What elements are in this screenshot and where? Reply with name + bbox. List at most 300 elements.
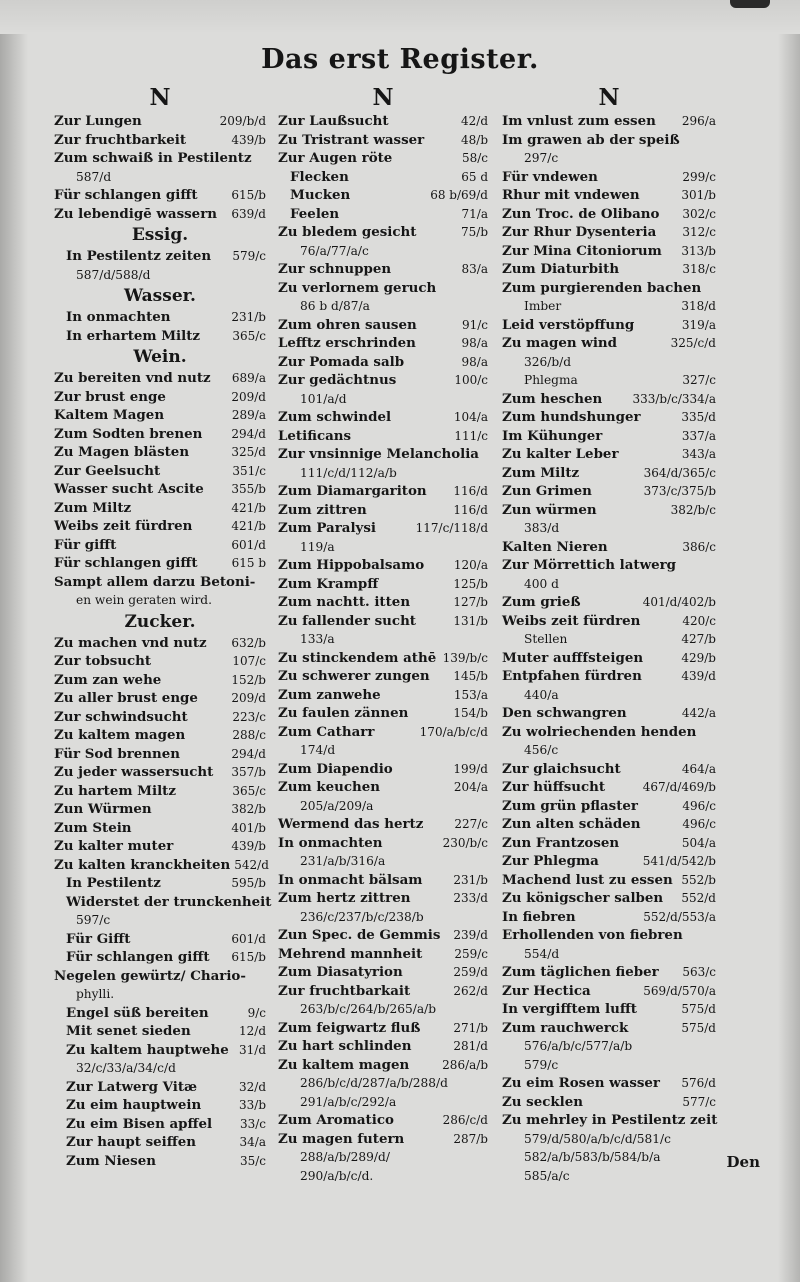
entry-page-reference: 227/c xyxy=(454,817,488,831)
entry-page-reference: 421/b xyxy=(231,519,266,533)
entry-term: Zur Pomada salb xyxy=(278,353,405,370)
index-entry xyxy=(278,815,488,834)
entry-page-reference: 569/d/570/a xyxy=(643,983,716,998)
entry-page-reference: 401/b xyxy=(231,820,266,835)
entry-term: Machend lust zu essen xyxy=(502,871,673,888)
entry-term: Zu kalten kranckheiten xyxy=(54,856,231,873)
index-entry xyxy=(278,519,488,538)
index-entry xyxy=(278,963,488,982)
index-entry xyxy=(278,112,488,131)
entry-page-reference: 552/d xyxy=(681,891,716,905)
index-entry xyxy=(502,778,716,797)
entry-term: Phlegma xyxy=(524,373,578,387)
page-corner-mark xyxy=(730,0,770,8)
entry-term: 174/d xyxy=(300,743,336,757)
index-entry xyxy=(278,741,488,760)
entry-term: Zum Catharr xyxy=(278,723,375,740)
entry-term: Zur vnsinnige Melancholia xyxy=(278,446,479,462)
entry-page-reference: 75/b xyxy=(461,225,488,239)
index-entry xyxy=(502,1111,716,1130)
entry-page-reference: 386/c xyxy=(682,539,716,554)
entry-term: Zu secklen xyxy=(502,1093,584,1110)
entry-term: Zur gedächtnus xyxy=(278,372,397,388)
entry-term: Zum grün pflaster xyxy=(502,797,638,814)
index-entry xyxy=(502,889,716,908)
index-entry xyxy=(54,671,266,690)
index-entry xyxy=(502,1167,716,1186)
entry-term: Für schlangen gifft xyxy=(66,949,210,965)
entry-term: Zu kalter Leber xyxy=(502,446,619,462)
index-entry xyxy=(502,334,716,353)
entry-term: Zum rauchwerck xyxy=(502,1019,629,1036)
entry-term: 587/d/588/d xyxy=(76,267,151,282)
index-entry xyxy=(278,834,488,853)
index-entry xyxy=(502,408,716,427)
entry-term: Mit senet sieden xyxy=(66,1023,191,1039)
entry-term: Zun Würmen xyxy=(54,801,152,817)
entry-page-reference: 65 d xyxy=(461,169,488,184)
entry-page-reference: 145/b xyxy=(453,669,488,683)
entry-term: Zum schwindel xyxy=(278,409,392,425)
entry-term: 119/a xyxy=(300,539,335,554)
entry-page-reference: 365/c xyxy=(232,328,266,343)
entry-term: 597/c xyxy=(76,913,111,927)
index-entry xyxy=(278,926,488,945)
entry-page-reference: 575/d xyxy=(681,1020,716,1035)
index-entry xyxy=(502,612,716,631)
entry-term: Zur Augen röte xyxy=(278,150,393,166)
entry-page-reference: 153/a xyxy=(453,687,488,702)
index-entry xyxy=(54,425,266,444)
index-entry xyxy=(54,186,266,205)
index-column-1 xyxy=(54,84,272,1170)
entry-page-reference: 125/b xyxy=(453,576,488,591)
entry-page-reference: 325/d xyxy=(231,445,266,459)
index-entry xyxy=(278,593,488,612)
entry-term: 231/a/b/316/a xyxy=(300,854,386,868)
index-entry xyxy=(278,297,488,316)
index-entry xyxy=(502,445,716,464)
entry-term: Zum hundshunger xyxy=(502,409,641,425)
entry-term: Mucken xyxy=(290,187,351,203)
entry-term: Zum Paralysi xyxy=(278,520,376,536)
index-entry xyxy=(54,985,266,1004)
entry-page-reference: 281/d xyxy=(453,1039,488,1053)
index-entry xyxy=(278,427,488,446)
entry-term: Zu machen vnd nutz xyxy=(54,634,207,651)
index-entry xyxy=(278,649,488,668)
index-entry xyxy=(54,168,266,187)
entry-term: 585/a/c xyxy=(524,1168,570,1183)
entry-term: 456/c xyxy=(524,743,559,757)
entry-page-reference: 33/c xyxy=(239,1116,266,1131)
index-entry xyxy=(278,1074,488,1093)
index-entry xyxy=(502,1093,716,1112)
entry-term: Widerstet der trunckenheit xyxy=(66,893,272,910)
entry-page-reference: 294/d xyxy=(231,426,266,441)
index-entry xyxy=(278,1037,488,1056)
entry-term: 263/b/c/264/b/265/a/b xyxy=(300,1002,437,1016)
entry-page-reference: 9/c xyxy=(247,1005,266,1020)
index-entry xyxy=(278,797,488,816)
index-entry xyxy=(278,353,488,372)
entry-page-reference: 286/c/d xyxy=(442,1113,488,1127)
entry-term: Zur Hectica xyxy=(502,982,591,999)
index-entry xyxy=(278,704,488,723)
entry-term: 326/b/d xyxy=(524,354,572,369)
entry-page-reference: 209/b/d xyxy=(219,114,266,128)
entry-page-reference: 107/c xyxy=(232,654,266,668)
entry-term: Für Sod brennen xyxy=(54,745,181,762)
entry-term: Zum zanwehe xyxy=(278,686,381,703)
entry-term: Zun alten schäden xyxy=(502,816,641,832)
index-column-3 xyxy=(502,84,716,1185)
index-entry xyxy=(278,778,488,797)
index-entry xyxy=(278,852,488,871)
index-entry xyxy=(502,186,716,205)
entry-page-reference: 325/c/d xyxy=(670,336,716,350)
entry-page-reference: 429/b xyxy=(681,650,716,665)
entry-term: 111/c/d/112/a/b xyxy=(300,465,397,480)
index-entry xyxy=(54,462,266,481)
index-entry xyxy=(54,266,266,285)
entry-term: Zur schwindsucht xyxy=(54,708,188,725)
entry-term: Zur glaichsucht xyxy=(502,760,621,777)
entry-term: Muter aufffsteigen xyxy=(502,649,644,666)
entry-page-reference: 601/d xyxy=(231,931,266,946)
entry-page-reference: 259/d xyxy=(453,965,488,979)
index-entry xyxy=(278,131,488,150)
entry-page-reference: 318/c xyxy=(682,262,716,276)
entry-term: Zu magen wind xyxy=(502,335,618,351)
entry-term: Zur brust enge xyxy=(54,388,166,405)
index-entry xyxy=(502,242,716,261)
entry-page-reference: 327/c xyxy=(682,373,716,387)
entry-page-reference: 294/d xyxy=(231,746,266,761)
entry-page-reference: 139/b/c xyxy=(442,650,488,665)
entry-term: Zu lebendigē wassern xyxy=(54,205,217,222)
index-entry xyxy=(54,591,266,610)
entry-page-reference: 575/d xyxy=(681,1002,716,1016)
index-entry xyxy=(54,782,266,801)
index-entry xyxy=(502,575,716,594)
entry-term: Zun würmen xyxy=(502,501,597,518)
entry-term: Zur haupt seiffen xyxy=(66,1134,196,1150)
entry-page-reference: 287/b xyxy=(453,1131,488,1146)
index-entry xyxy=(278,186,488,205)
entry-page-reference: 286/a/b xyxy=(442,1057,488,1072)
entry-page-reference: 127/b xyxy=(453,595,488,609)
index-entry xyxy=(278,556,488,575)
index-entry xyxy=(502,1130,716,1149)
entry-term: 291/a/b/c/292/a xyxy=(300,1094,397,1109)
entry-page-reference: 542/d xyxy=(234,857,269,872)
index-entry xyxy=(54,1078,266,1097)
entry-page-reference: 382/b/c xyxy=(670,502,716,517)
entry-term: Kalten Nieren xyxy=(502,538,608,555)
entry-page-reference: 231/b xyxy=(453,872,488,887)
index-entry xyxy=(54,149,266,168)
index-entry xyxy=(502,279,716,298)
index-entry xyxy=(502,519,716,538)
entry-term: Zum Diapendio xyxy=(278,760,393,777)
entry-page-reference: 152/b xyxy=(231,672,266,687)
index-entry xyxy=(502,1056,716,1075)
index-entry xyxy=(54,1115,266,1134)
entry-page-reference: 262/d xyxy=(453,983,488,998)
entry-page-reference: 442/a xyxy=(681,706,716,720)
entry-term: Für schlangen gifft xyxy=(54,555,198,571)
entry-term: Kaltem Magen xyxy=(54,407,165,423)
index-entry xyxy=(54,1022,266,1041)
index-entry xyxy=(278,686,488,705)
index-entry xyxy=(278,630,488,649)
index-entry xyxy=(502,815,716,834)
entry-term: Zum Aromatico xyxy=(278,1112,394,1128)
index-entry xyxy=(54,112,266,131)
section-heading: Essig. xyxy=(131,225,189,245)
entry-term: Negelen gewürtz/ Chario- xyxy=(54,967,246,984)
entry-term: Zum Stein xyxy=(54,819,132,836)
entry-page-reference: 577/c xyxy=(682,1094,716,1109)
entry-term: Zur Lungen xyxy=(54,113,142,129)
entry-page-reference: 318/d xyxy=(681,299,716,313)
index-entry xyxy=(278,612,488,631)
entry-term: 76/a/77/a/c xyxy=(300,243,369,258)
entry-term: Leid verstöpffung xyxy=(502,316,635,333)
entry-term: Zur Phlegma xyxy=(502,853,599,869)
catchword: Den xyxy=(726,1153,760,1171)
entry-term: 133/a xyxy=(300,632,335,646)
entry-page-reference: 639/d xyxy=(231,206,266,221)
entry-page-reference: 231/b xyxy=(231,310,266,324)
entry-term: Zur tobsucht xyxy=(54,653,152,669)
entry-term: Zum nachtt. itten xyxy=(278,594,411,610)
entry-page-reference: 439/d xyxy=(681,669,716,683)
index-entry xyxy=(502,353,716,372)
index-entry xyxy=(502,760,716,779)
entry-page-reference: 343/a xyxy=(681,447,716,461)
entry-term: 236/c/237/b/c/238/b xyxy=(300,909,424,924)
entry-page-reference: 98/a xyxy=(461,354,488,369)
entry-term: 554/d xyxy=(524,946,560,961)
entry-page-reference: 111/c xyxy=(454,428,488,443)
entry-term: In Pestilentz zeiten xyxy=(66,248,212,264)
entry-term: Zu wolriechenden henden xyxy=(502,723,697,740)
index-entry xyxy=(502,945,716,964)
entry-term: Zum zan wehe xyxy=(54,671,162,688)
index-entry xyxy=(502,556,716,575)
entry-page-reference: 209/d xyxy=(231,389,266,404)
entry-term: Für gifft xyxy=(54,536,117,553)
entry-page-reference: 91/c xyxy=(461,317,488,332)
entry-term: Zum Hippobalsamo xyxy=(278,557,425,573)
index-entry xyxy=(54,763,266,782)
entry-term: Zu kaltem hauptwehe xyxy=(66,1041,229,1058)
entry-page-reference: 58/c xyxy=(461,151,488,165)
index-entry xyxy=(54,800,266,819)
index-entry xyxy=(502,852,716,871)
entry-page-reference: 98/a xyxy=(461,336,488,350)
index-entry xyxy=(502,501,716,520)
index-entry xyxy=(502,686,716,705)
entry-page-reference: 337/a xyxy=(681,428,716,443)
index-entry xyxy=(54,1133,266,1152)
entry-page-reference: 319/a xyxy=(681,317,716,332)
entry-term: 440/a xyxy=(524,687,559,702)
index-entry xyxy=(278,1093,488,1112)
index-entry xyxy=(54,443,266,462)
entry-term: Stellen xyxy=(524,632,568,646)
index-entry xyxy=(502,741,716,760)
entry-term: Entpfahen fürdren xyxy=(502,668,642,684)
index-entry xyxy=(278,464,488,483)
entry-page-reference: 117/c/118/d xyxy=(415,521,488,535)
index-entry xyxy=(502,427,716,446)
entry-term: Zum Diaturbith xyxy=(502,261,620,277)
entry-term: Zu mehrley in Pestilentz zeit xyxy=(502,1112,718,1128)
entry-term: In Pestilentz xyxy=(66,875,161,891)
entry-page-reference: 355/b xyxy=(231,482,266,496)
index-entry xyxy=(502,464,716,483)
entry-term: 86 b d/87/a xyxy=(300,299,370,313)
entry-page-reference: 496/c xyxy=(682,798,716,813)
entry-page-reference: 32/d xyxy=(239,1079,266,1094)
entry-term: Zu Magen blästen xyxy=(54,444,190,460)
entry-page-reference: 427/b xyxy=(681,632,716,646)
index-entry xyxy=(278,445,488,464)
entry-page-reference: 552/b xyxy=(681,872,716,887)
index-entry xyxy=(502,982,716,1001)
entry-term: In erhartem Miltz xyxy=(66,327,201,344)
entry-term: 400 d xyxy=(524,576,559,591)
entry-term: Zu faulen zännen xyxy=(278,705,409,721)
entry-term: Sampt allem darzu Betoni- xyxy=(54,573,256,590)
index-entry xyxy=(278,501,488,520)
index-entry xyxy=(278,945,488,964)
entry-term: Zu bereiten vnd nutz xyxy=(54,370,211,386)
entry-term: Zur Laußsucht xyxy=(278,113,389,129)
index-entry xyxy=(54,652,266,671)
index-entry xyxy=(502,593,716,612)
section-heading: Zucker. xyxy=(124,611,196,632)
index-entry xyxy=(502,667,716,686)
entry-page-reference: 271/b xyxy=(453,1020,488,1035)
index-entry xyxy=(278,1130,488,1149)
index-entry xyxy=(278,1148,488,1167)
entry-term: Zum Diasatyrion xyxy=(278,964,403,980)
index-entry xyxy=(54,388,266,407)
entry-term: Zu Tristrant wasser xyxy=(278,131,425,148)
entry-term: Zu kaltem magen xyxy=(54,727,186,743)
index-entry xyxy=(502,390,716,409)
entry-term: Engel süß bereiten xyxy=(66,1004,209,1021)
index-entry xyxy=(278,1019,488,1038)
entry-page-reference: 576/d xyxy=(681,1076,716,1090)
entry-page-reference: 34/a xyxy=(239,1135,266,1149)
index-entry xyxy=(502,797,716,816)
entry-term: Weibs zeit fürdren xyxy=(54,518,193,534)
index-entry xyxy=(54,1096,266,1115)
entry-term: Zum purgierenden bachen xyxy=(502,279,702,296)
entry-term: Den schwangren xyxy=(502,705,627,721)
entry-term: Zu jeder wassersucht xyxy=(54,764,214,780)
entry-term: Im Kühunger xyxy=(502,427,603,444)
entry-term: phylli. xyxy=(76,987,115,1001)
entry-term: Zum Sodten brenen xyxy=(54,425,203,442)
entry-term: 288/a/b/289/d/ xyxy=(300,1150,390,1164)
entry-page-reference: 199/d xyxy=(453,761,488,776)
entry-page-reference: 289/a xyxy=(231,408,266,422)
index-entry xyxy=(54,517,266,536)
entry-term: Weibs zeit fürdren xyxy=(502,612,641,629)
entry-term: Für schlangen gifft xyxy=(54,187,198,203)
entry-term: Zur hüffsucht xyxy=(502,779,606,795)
index-entry xyxy=(278,723,488,742)
index-entry xyxy=(502,371,716,390)
entry-term: Zu kaltem magen xyxy=(278,1056,410,1073)
index-entry xyxy=(502,926,716,945)
entry-term: Zum heschen xyxy=(502,390,603,407)
entry-term: Zu fallender sucht xyxy=(278,612,416,629)
index-entry xyxy=(54,911,266,930)
entry-term: Zum grieß xyxy=(502,594,581,610)
entry-term: Erhollenden von fiebren xyxy=(502,927,683,943)
index-entry xyxy=(278,149,488,168)
entry-term: 579/d/580/a/b/c/d/581/c xyxy=(524,1131,671,1146)
page-edge-shadow xyxy=(778,0,800,1282)
entry-page-reference: 615/b xyxy=(231,950,266,964)
entry-term: en wein geraten wird. xyxy=(76,593,212,607)
entry-page-reference: 439/b xyxy=(231,132,266,147)
entry-term: Flecken xyxy=(290,168,349,185)
index-entry xyxy=(278,223,488,242)
index-entry xyxy=(278,279,488,298)
entry-page-reference: 421/b xyxy=(231,500,266,515)
entry-page-reference: 615 b xyxy=(231,556,266,570)
entry-page-reference: 104/a xyxy=(453,410,488,424)
index-entry xyxy=(278,242,488,261)
index-entry xyxy=(54,327,266,346)
index-entry xyxy=(278,575,488,594)
index-entry xyxy=(502,538,716,557)
index-entry xyxy=(502,723,716,742)
entry-term: 101/a/d xyxy=(300,391,347,406)
index-entry xyxy=(278,1167,488,1186)
entry-page-reference: 116/d xyxy=(453,484,488,498)
entry-page-reference: 496/c xyxy=(682,817,716,831)
entry-term: Zu verlornem geruch xyxy=(278,279,437,296)
index-entry xyxy=(502,1037,716,1056)
index-entry xyxy=(502,149,716,168)
entry-page-reference: 71/a xyxy=(461,206,488,221)
entry-page-reference: 302/c xyxy=(682,206,716,221)
section-heading: Wein. xyxy=(133,347,187,367)
index-entry xyxy=(54,369,266,388)
index-entry xyxy=(278,871,488,890)
index-entry xyxy=(278,982,488,1001)
index-entry xyxy=(278,260,488,279)
entry-term: Zu stinckendem athē xyxy=(278,649,437,666)
index-entry xyxy=(278,168,488,187)
index-entry xyxy=(54,499,266,518)
index-entry xyxy=(54,308,266,327)
index-entry xyxy=(54,948,266,967)
entry-term: In onmacht bälsam xyxy=(278,871,423,888)
index-entry xyxy=(502,963,716,982)
entry-term: Feelen xyxy=(290,205,340,222)
entry-page-reference: 233/d xyxy=(453,891,488,905)
